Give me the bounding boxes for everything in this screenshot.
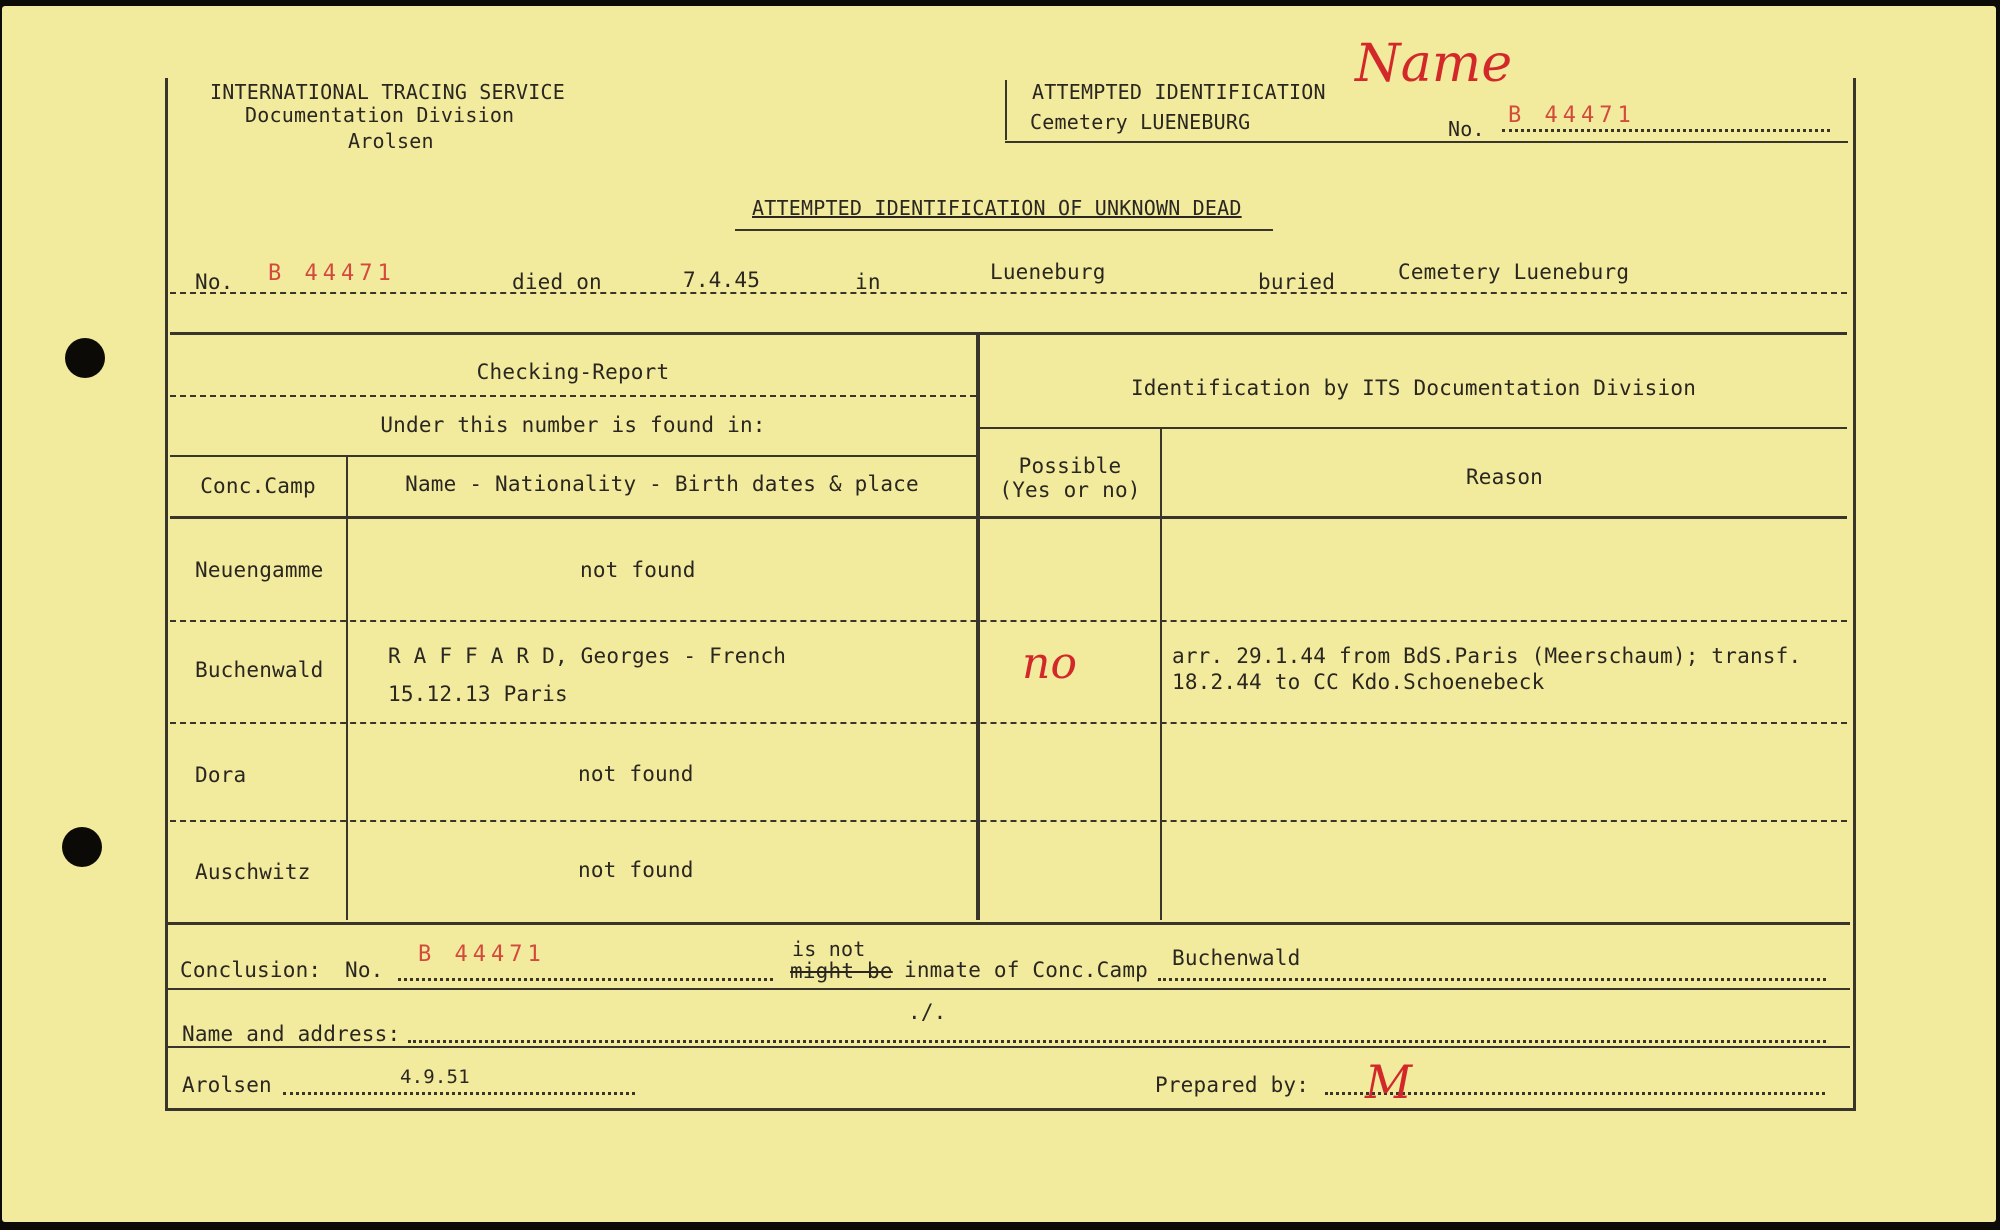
header-box-bottom-rule — [1005, 141, 1848, 143]
place-value: Lueneburg — [990, 260, 1106, 284]
row-rule-2 — [170, 722, 1847, 724]
in-label: in — [855, 270, 881, 294]
table-row-possible: no — [1022, 638, 1078, 689]
header-no-dots — [1502, 129, 1830, 132]
table-row-camp: Dora — [195, 763, 247, 787]
prepared-by-label: Prepared by: — [1155, 1073, 1310, 1097]
table-bottom-rule — [165, 922, 1850, 925]
conclusion-no-value: B 44471 — [418, 942, 546, 967]
died-on-label: died on — [512, 270, 602, 294]
name-address-value: ./. — [908, 1000, 947, 1024]
col-header-possible-sub: (Yes or no) — [999, 478, 1141, 502]
conclusion-no-dots — [398, 978, 773, 981]
table-row-camp: Auschwitz — [195, 860, 311, 884]
conclusion-is-not: is not — [792, 937, 866, 961]
conclusion-no-label: No. — [345, 958, 384, 982]
org-city: Arolsen — [348, 129, 434, 153]
table-row-name: R A F F A R D, Georges - French — [388, 644, 787, 668]
punch-hole-top — [65, 338, 105, 378]
footer-date-dots — [283, 1092, 635, 1095]
identification-title-rule — [980, 427, 1847, 429]
prepared-by-mark: M — [1365, 1055, 1413, 1109]
checking-title-rule — [170, 395, 976, 397]
punch-hole-bottom — [62, 827, 102, 867]
table-row-name: not found — [580, 558, 696, 582]
conclusion-might-be: might be — [790, 959, 893, 983]
conclusion-camp-dots — [1158, 978, 1826, 981]
column-header-rule — [170, 516, 1847, 519]
name-address-rule — [165, 1046, 1850, 1048]
buried-value: Cemetery Lueneburg — [1398, 260, 1630, 284]
identification-title: Identification by ITS Documentation Division — [1130, 376, 1697, 400]
name-address-dots — [408, 1040, 1826, 1043]
checking-report-title: Checking-Report — [476, 360, 670, 384]
checking-subtitle-rule — [170, 455, 976, 457]
header-no-label: No. — [1448, 117, 1485, 141]
col-header-name: Name - Nationality - Birth dates & place — [405, 472, 919, 496]
checking-report-subtitle: Under this number is found in: — [380, 413, 766, 437]
col-header-camp: Conc.Camp — [200, 474, 316, 498]
conclusion-inmate-label: inmate of Conc.Camp — [904, 958, 1149, 982]
conclusion-camp-value: Buchenwald — [1172, 946, 1301, 970]
page-title: ATTEMPTED IDENTIFICATION OF UNKNOWN DEAD — [752, 196, 1242, 220]
table-row-reason: arr. 29.1.44 from BdS.Paris (Meerschaum); transf. — [1172, 644, 1802, 668]
table-divider — [976, 334, 980, 920]
possible-col-divider — [1160, 429, 1162, 920]
table-top-rule — [170, 332, 1847, 335]
col-header-possible: Possible — [1018, 454, 1122, 478]
col-header-reason: Reason — [1465, 465, 1544, 489]
table-row-reason-cont: 18.2.44 to CC Kdo.Schoenebeck — [1172, 670, 1545, 694]
record-rule — [170, 292, 1847, 294]
table-row-camp: Buchenwald — [195, 658, 324, 682]
died-on-value: 7.4.45 — [683, 268, 761, 292]
camp-col-divider — [346, 457, 348, 920]
header-no-value: B 44471 — [1508, 103, 1636, 128]
header-box-left-rule — [1005, 80, 1007, 140]
org-name: INTERNATIONAL TRACING SERVICE — [210, 80, 565, 104]
table-row-name: not found — [578, 762, 694, 786]
handwritten-name-note: Name — [1355, 34, 1513, 94]
cemetery-label: Cemetery LUENEBURG — [1030, 110, 1251, 134]
conclusion-label: Conclusion: — [180, 958, 322, 982]
row-rule-3 — [170, 820, 1847, 822]
table-row-camp: Neuengamme — [195, 558, 324, 582]
name-address-label: Name and address: — [182, 1022, 401, 1046]
record-no-value: B 44471 — [268, 261, 396, 286]
buried-label: buried — [1258, 270, 1336, 294]
org-division: Documentation Division — [245, 103, 515, 127]
conclusion-rule — [165, 988, 1850, 990]
table-row-birth: 15.12.13 Paris — [388, 682, 568, 706]
footer-date: 4.9.51 — [400, 1066, 470, 1088]
table-row-name: not found — [578, 858, 694, 882]
title-underline — [735, 229, 1273, 231]
footer-place: Arolsen — [182, 1073, 272, 1097]
row-rule-1 — [170, 620, 1847, 622]
attempted-identification-label: ATTEMPTED IDENTIFICATION — [1032, 80, 1326, 104]
record-no-label: No. — [195, 270, 234, 294]
